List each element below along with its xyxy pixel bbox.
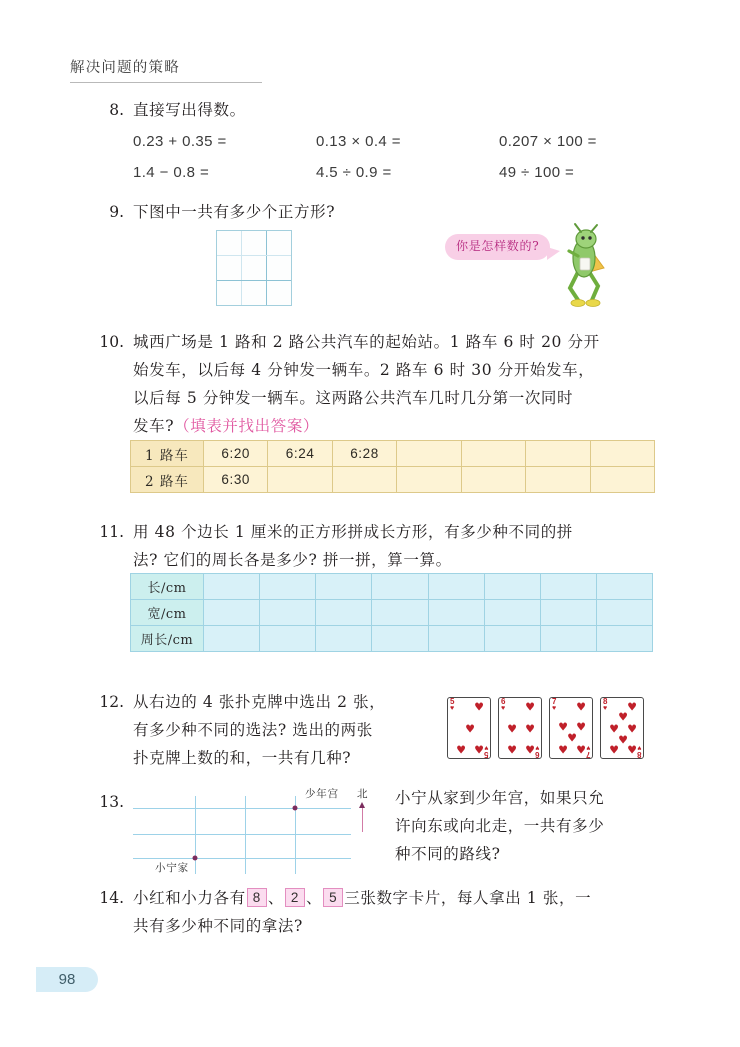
heart-pip: ♥	[576, 720, 586, 734]
perimeter-row-label: 周长/cm	[131, 626, 204, 652]
number-card-chip[interactable]: 2	[285, 888, 305, 907]
heart-pip: ♥	[609, 743, 619, 757]
heart-pip: ♥	[627, 743, 637, 757]
heart-pip: ♥	[618, 733, 628, 747]
number-card-chip[interactable]: 5	[323, 888, 343, 907]
grid-line-vertical	[266, 231, 267, 305]
equation-cell: 4.5 ÷ 0.9 =	[316, 164, 392, 181]
problem-10	[90, 328, 690, 440]
length-cell[interactable]	[484, 574, 540, 600]
page-number-text: 98	[58, 971, 76, 988]
chip-separator: 、	[267, 889, 284, 907]
bus-cell[interactable]	[590, 441, 654, 467]
bus-route-1-label: 1 路车	[131, 441, 204, 467]
page-header	[70, 56, 670, 83]
rectangle-dimensions-table	[130, 573, 653, 652]
problem-10-line: 以后每 5 分钟发一辆车。这两路公共汽车几时几分第一次同时	[133, 389, 574, 407]
table-row	[131, 574, 653, 600]
problem-14-number: 14.	[99, 889, 124, 907]
heart-icon: ♥	[603, 705, 608, 712]
route-map-figure	[133, 786, 403, 872]
problem-10-number: 10.	[99, 333, 124, 351]
heart-pip: ♥	[627, 700, 637, 714]
north-arrow-shaft	[362, 808, 363, 832]
card-corner-rank-br: 8 ♥	[636, 744, 641, 759]
heart-icon: ♥	[585, 744, 590, 751]
length-cell[interactable]	[204, 574, 260, 600]
number-card-chip[interactable]: 8	[247, 888, 267, 907]
map-road-horizontal	[133, 808, 351, 809]
map-road-vertical	[195, 796, 196, 874]
heart-icon: ♥	[552, 705, 557, 712]
heart-pip: ♥	[525, 700, 535, 714]
problem-12-body	[124, 688, 385, 772]
grid-line-horizontal	[217, 280, 291, 281]
playing-card[interactable]	[447, 697, 491, 759]
map-label-home: 小宁家	[155, 862, 189, 874]
heart-pip: ♥	[507, 722, 517, 736]
bus-cell[interactable]	[397, 441, 461, 467]
bus-cell[interactable]	[526, 441, 590, 467]
heart-pip: ♥	[558, 743, 568, 757]
perimeter-cell[interactable]	[260, 626, 316, 652]
playing-card[interactable]	[498, 697, 542, 759]
length-cell[interactable]	[596, 574, 652, 600]
problem-8-equation-grid	[133, 126, 682, 188]
problem-8-body	[124, 96, 682, 188]
problem-10-line: 城西广场是 1 路和 2 路公共汽车的起始站。1 路车 6 时 20 分开	[133, 333, 600, 351]
heart-pip: ♥	[525, 722, 535, 736]
equation-cell: 1.4 − 0.8 =	[133, 164, 210, 181]
map-road-horizontal	[133, 834, 351, 835]
problem-13-body	[395, 784, 604, 868]
page-header-rule	[70, 82, 262, 83]
problem-13-line: 种不同的路线?	[395, 845, 501, 863]
perimeter-cell[interactable]	[204, 626, 260, 652]
square-grid-figure	[216, 230, 292, 306]
problem-13-number: 13.	[99, 793, 124, 811]
problem-10-line-last	[133, 412, 600, 440]
problem-11	[90, 518, 690, 574]
grid-line-horizontal	[217, 255, 291, 256]
heart-pip: ♥	[576, 743, 586, 757]
length-cell[interactable]	[540, 574, 596, 600]
problem-8-number: 8.	[109, 101, 124, 119]
speech-bubble	[445, 234, 550, 260]
width-cell[interactable]	[540, 600, 596, 626]
equation-cell: 0.13 × 0.4 =	[316, 133, 401, 150]
heart-pip: ♥	[609, 722, 619, 736]
heart-pip: ♥	[456, 743, 466, 757]
problem-9-number: 9.	[109, 203, 124, 221]
table-row	[131, 467, 655, 493]
bus-cell[interactable]	[590, 467, 654, 493]
problem-14-line-2: 共有多少种不同的拿法?	[133, 917, 303, 935]
problem-12	[90, 688, 460, 772]
equation-row	[133, 126, 682, 157]
heart-icon: ♥	[534, 744, 539, 751]
heart-pip: ♥	[507, 743, 517, 757]
bus-cell[interactable]	[268, 467, 332, 493]
heart-icon: ♥	[450, 705, 455, 712]
north-arrow-head-icon	[359, 802, 365, 808]
width-cell[interactable]	[372, 600, 428, 626]
length-row-label: 长/cm	[131, 574, 204, 600]
problem-11-line: 法? 它们的周长各是多少? 拼一拼，算一算。	[133, 551, 452, 569]
map-node-destination	[293, 806, 298, 811]
card-corner-rank: 5 ♥	[450, 697, 455, 712]
map-node-home	[193, 856, 198, 861]
heart-pip: ♥	[465, 722, 475, 736]
problem-9-body	[124, 198, 335, 226]
map-label-destination: 少年宫	[305, 788, 339, 800]
heart-icon: ♥	[501, 705, 506, 712]
problem-14	[90, 884, 690, 940]
grasshopper-icon	[558, 222, 614, 312]
width-cell[interactable]	[204, 600, 260, 626]
width-cell[interactable]	[596, 600, 652, 626]
problem-14-line-1	[133, 884, 591, 912]
width-cell[interactable]	[260, 600, 316, 626]
table-row	[131, 441, 655, 467]
length-cell[interactable]	[316, 574, 372, 600]
problem-14-text-before: 小红和小力各有	[133, 889, 246, 907]
equation-cell: 0.23 + 0.35 =	[133, 133, 227, 150]
card-corner-rank-br: 6 ♥	[534, 744, 539, 759]
map-label-north: 北	[357, 788, 369, 800]
length-cell[interactable]	[372, 574, 428, 600]
bus-cell[interactable]: 6:24	[268, 441, 332, 467]
equation-cell: 0.207 × 100 =	[499, 133, 597, 150]
problem-14-body	[124, 884, 591, 940]
bus-cell[interactable]	[526, 467, 590, 493]
heart-pip: ♥	[618, 710, 628, 724]
bus-cell[interactable]	[461, 467, 525, 493]
map-road-vertical	[245, 796, 246, 874]
playing-card[interactable]	[600, 697, 644, 759]
problem-12-number: 12.	[99, 693, 124, 711]
card-corner-rank: 6 ♥	[501, 697, 506, 712]
problem-11-number: 11.	[99, 523, 124, 541]
heart-pip: ♥	[525, 743, 535, 757]
problem-10-line: 始发车，以后每 4 分钟发一辆车。2 路车 6 时 30 分开始发车，	[133, 361, 595, 379]
width-cell[interactable]	[316, 600, 372, 626]
length-cell[interactable]	[428, 574, 484, 600]
problem-12-line: 从右边的 4 张扑克牌中选出 2 张，	[133, 693, 386, 711]
perimeter-cell[interactable]	[316, 626, 372, 652]
problem-10-last-plain: 发车?	[133, 417, 175, 435]
bus-cell[interactable]	[461, 441, 525, 467]
problem-11-line: 用 48 个边长 1 厘米的正方形拼成长方形，有多少种不同的拼	[133, 523, 573, 541]
length-cell[interactable]	[260, 574, 316, 600]
problem-10-body	[124, 328, 600, 440]
bus-cell[interactable]: 6:20	[204, 441, 268, 467]
problem-8	[90, 96, 690, 188]
equation-row	[133, 157, 682, 188]
problem-12-line: 扑克牌上数的和，一共有几种?	[133, 749, 352, 767]
bus-cell[interactable]: 6:30	[204, 467, 268, 493]
heart-pip: ♥	[567, 731, 577, 745]
heart-pip: ♥	[627, 722, 637, 736]
problem-10-hint: （填表并找出答案）	[174, 417, 320, 435]
perimeter-cell[interactable]	[540, 626, 596, 652]
playing-card-row	[447, 697, 644, 759]
table-row	[131, 600, 653, 626]
heart-pip: ♥	[474, 743, 484, 757]
heart-pip: ♥	[474, 700, 484, 714]
chip-separator: 、	[306, 889, 323, 907]
problem-14-text-after: 三张数字卡片，每人拿出 1 张，一	[344, 889, 592, 907]
heart-icon: ♥	[483, 744, 488, 751]
grid-line-vertical	[241, 231, 242, 305]
problem-12-line: 有多少种不同的选法? 选出的两张	[133, 721, 373, 739]
card-corner-rank-br: 5 ♥	[483, 744, 488, 759]
speech-bubble-text: 你是怎样数的?	[456, 239, 540, 253]
bus-schedule-table	[130, 440, 655, 493]
bus-route-2-label: 2 路车	[131, 467, 204, 493]
problem-8-prompt: 直接写出得数。	[133, 101, 246, 119]
heart-pip: ♥	[576, 700, 586, 714]
perimeter-cell[interactable]	[428, 626, 484, 652]
card-corner-rank-br: 7 ♥	[585, 744, 590, 759]
page-number-badge	[36, 967, 98, 992]
perimeter-cell[interactable]	[372, 626, 428, 652]
perimeter-cell[interactable]	[484, 626, 540, 652]
table-row	[131, 626, 653, 652]
width-cell[interactable]	[428, 600, 484, 626]
equation-cell: 49 ÷ 100 =	[499, 164, 575, 181]
bus-cell[interactable]	[397, 467, 461, 493]
problem-13-text	[395, 784, 685, 868]
perimeter-cell[interactable]	[596, 626, 652, 652]
playing-card[interactable]	[549, 697, 593, 759]
card-corner-rank: 8 ♥	[603, 697, 608, 712]
width-row-label: 宽/cm	[131, 600, 204, 626]
heart-icon: ♥	[636, 744, 641, 751]
problem-9-prompt: 下图中一共有多少个正方形?	[133, 203, 336, 221]
problem-13-line: 许向东或向北走，一共有多少	[395, 817, 605, 835]
width-cell[interactable]	[484, 600, 540, 626]
page-header-title: 解决问题的策略	[70, 60, 180, 76]
heart-pip: ♥	[558, 720, 568, 734]
problem-11-body	[124, 518, 573, 574]
problem-13-line: 小宁从家到少年宫，如果只允	[395, 789, 605, 807]
bus-cell[interactable]: 6:28	[332, 441, 396, 467]
card-corner-rank: 7 ♥	[552, 697, 557, 712]
bus-cell[interactable]	[332, 467, 396, 493]
